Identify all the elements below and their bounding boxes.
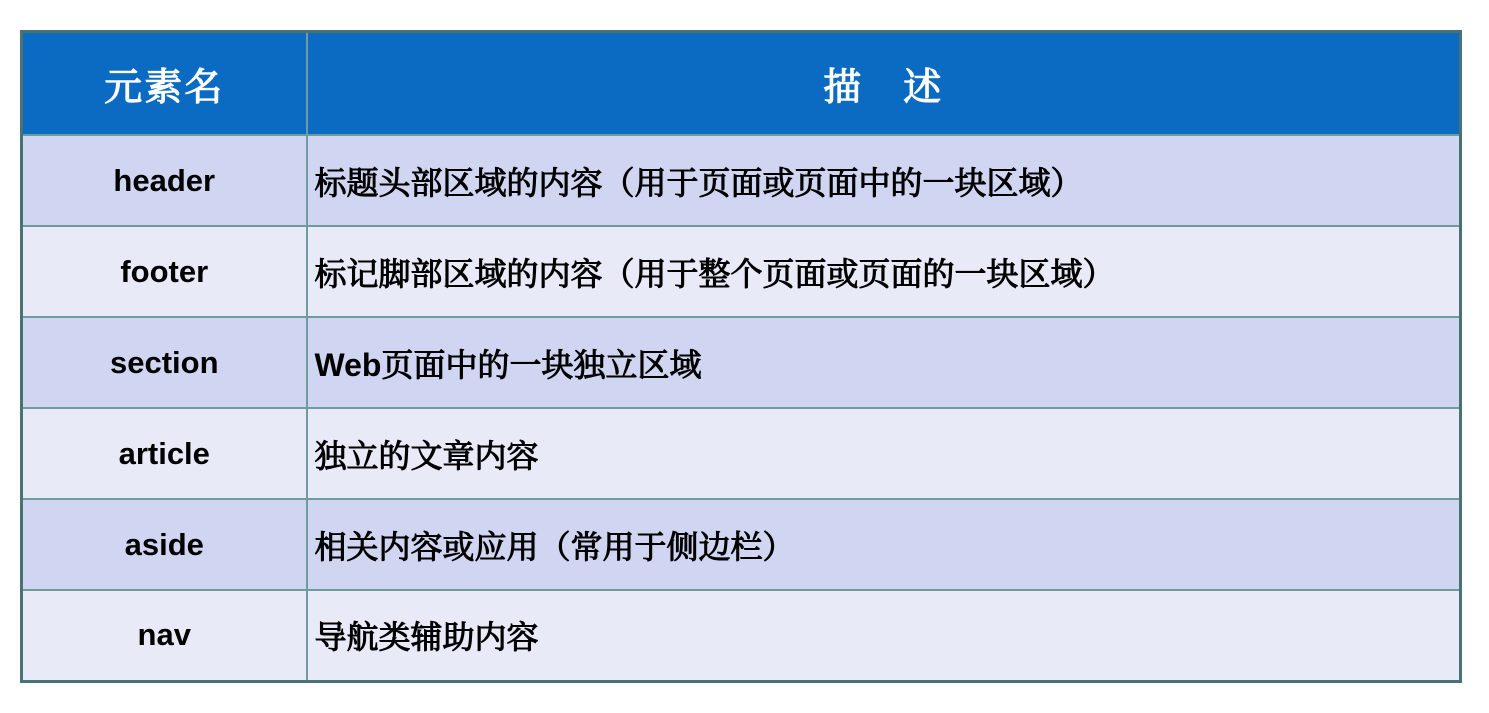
element-name-cell: nav [22,590,307,681]
table-header-row [22,32,1461,136]
description-cell: 相关内容或应用（常用于侧边栏） [307,499,1461,590]
description-cell: Web页面中的一块独立区域 [307,317,1461,408]
table-row-header [22,135,1461,226]
element-name-cell: footer [22,226,307,317]
table-row-footer [22,226,1461,317]
description-cell: 标题头部区域的内容（用于页面或页面中的一块区域） [307,135,1461,226]
element-name-cell: aside [22,499,307,590]
table-row-section [22,317,1461,408]
element-name-cell: article [22,408,307,499]
element-name-cell: section [22,317,307,408]
column-header-description: 描 述 [307,32,1461,136]
description-cell: 导航类辅助内容 [307,590,1461,681]
table-row-article [22,408,1461,499]
table-row-nav [22,590,1461,681]
description-cell: 标记脚部区域的内容（用于整个页面或页面的一块区域） [307,226,1461,317]
column-header-element-name: 元素名 [22,32,307,136]
element-name-cell: header [22,135,307,226]
table-row-aside [22,499,1461,590]
html5-semantic-elements-table [20,30,1462,683]
description-cell: 独立的文章内容 [307,408,1461,499]
